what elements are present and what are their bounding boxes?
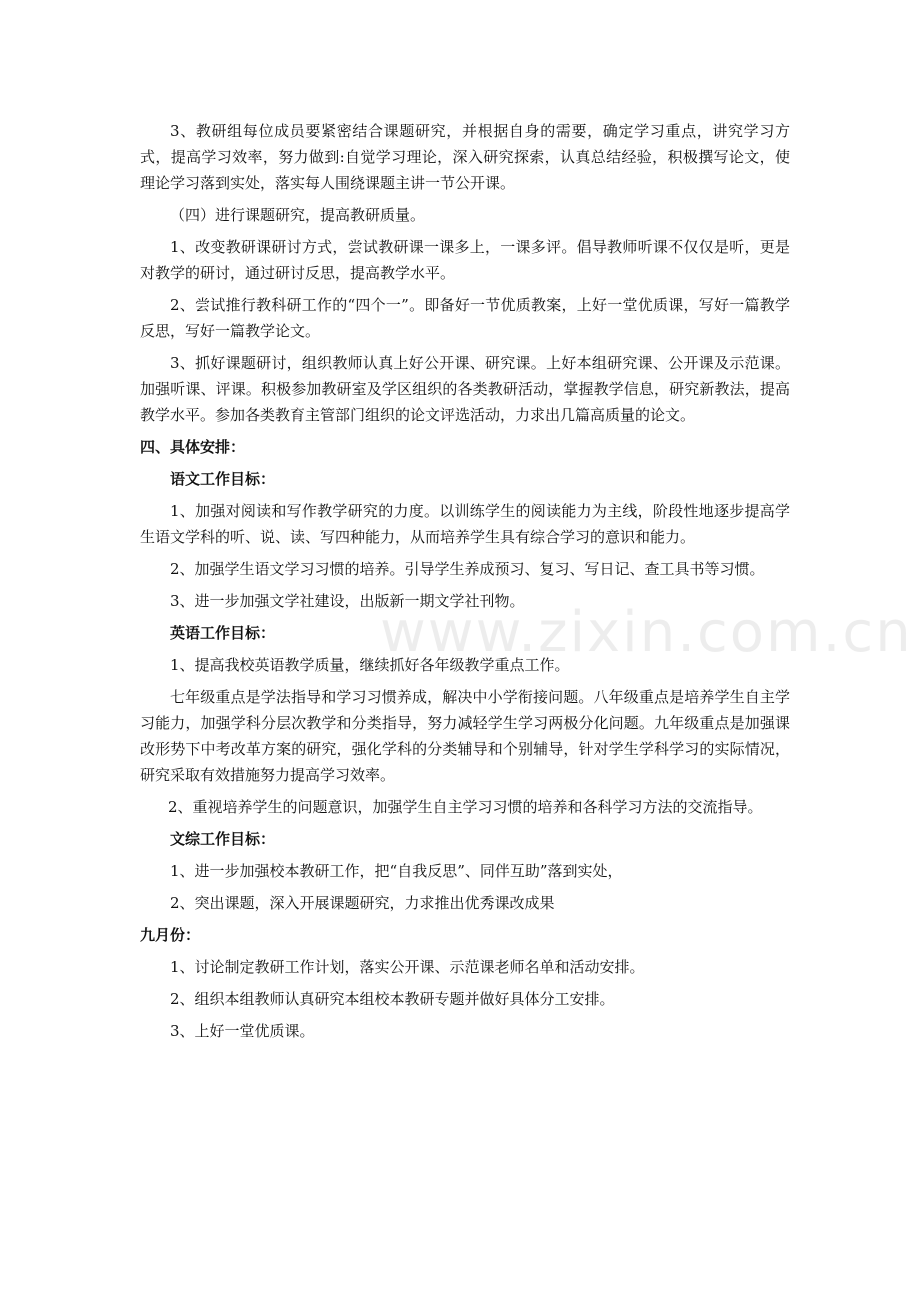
paragraph-september-3: 3、上好一堂优质课。 bbox=[170, 1022, 315, 1040]
paragraph-english-grades: 七年级重点是学法指导和学习习惯养成，解决中小学衔接问题。八年级重点是培养学生自主学习能力，加强学科分层次教学和分类指导，努力减轻学生学习两极分化问题。九年级重点是加强课改形势下中考改革方案的研究，强化学科的分类辅导和个别辅导，针对学生学科学习的实际情况，研究采取有效措施努力提高学习效率。 bbox=[140, 688, 790, 784]
heading-september: 九月份： bbox=[140, 926, 201, 944]
paragraph-september-2: 2、组织本组教师认真研究本组校本教研专题并做好具体分工安排。 bbox=[170, 990, 615, 1008]
subheading-english-goals: 英语工作目标： bbox=[170, 624, 276, 642]
section-4-title: （四）进行课题研究，提高教研质量。 bbox=[170, 206, 426, 224]
paragraph-research-3: 3、抓好课题研讨，组织教师认真上好公开课、研究课。上好本组研究课、公开课及示范课。加强听课、评课。积极参加教研室及学区组织的各类教研活动，掌握教学信息，研究新教法，提高教学水平。参加各类教育主管部门组织的论文评选活动，力求出几篇高质量的论文。 bbox=[140, 354, 790, 424]
paragraph-english-2: 2、重视培养学生的问题意识，加强学生自主学习习惯的培养和各科学习方法的交流指导。 bbox=[168, 798, 763, 816]
subheading-chinese-goals: 语文工作目标： bbox=[170, 470, 276, 488]
paragraph-liberal-arts-2: 2、突出课题，深入开展课题研究，力求推出优秀课改成果 bbox=[170, 894, 555, 912]
paragraph-chinese-2: 2、加强学生语文学习习惯的培养。引导学生养成预习、复习、写日记、查工具书等习惯。 bbox=[170, 560, 765, 578]
paragraph-research-1: 1、改变教研课研讨方式，尝试教研课一课多上，一课多评。倡导教师听课不仅仅是听，更是对教学的研讨，通过研讨反思，提高教学水平。 bbox=[140, 238, 790, 282]
paragraph-september-1: 1、讨论制定教研工作计划，落实公开课、示范课老师名单和活动安排。 bbox=[170, 958, 645, 976]
subheading-liberal-arts-goals: 文综工作目标： bbox=[170, 830, 276, 848]
heading-specific-arrangement: 四、具体安排： bbox=[140, 438, 246, 456]
paragraph-chinese-1: 1、加强对阅读和写作教学研究的力度。以训练学生的阅读能力为主线，阶段性地逐步提高学生语文学科的听、说、读、写四种能力，从而培养学生具有综合学习的意识和能力。 bbox=[140, 502, 790, 546]
paragraph-english-1: 1、提高我校英语教学质量，继续抓好各年级教学重点工作。 bbox=[170, 656, 570, 674]
paragraph-chinese-3: 3、进一步加强文学社建设，出版新一期文学社刊物。 bbox=[170, 592, 525, 610]
paragraph-3-study-plan: 3、教研组每位成员要紧密结合课题研究，并根据自身的需要，确定学习重点，讲究学习方式，提高学习效率，努力做到:自觉学习理论，深入研究探索，认真总结经验，积极撰写论文，使理论学习落到实处，落实每人围绕课题主讲一节公开课。 bbox=[140, 122, 790, 192]
document-body bbox=[140, 118, 790, 1050]
paragraph-research-2: 2、尝试推行教科研工作的“四个一”。即备好一节优质教案，上好一堂优质课，写好一篇教学反思，写好一篇教学论文。 bbox=[140, 296, 790, 340]
watermark: www.zixin.com.cn bbox=[380, 600, 913, 665]
paragraph-liberal-arts-1: 1、进一步加强校本教研工作，把“自我反思”、同伴互助”落到实处， bbox=[170, 862, 623, 880]
